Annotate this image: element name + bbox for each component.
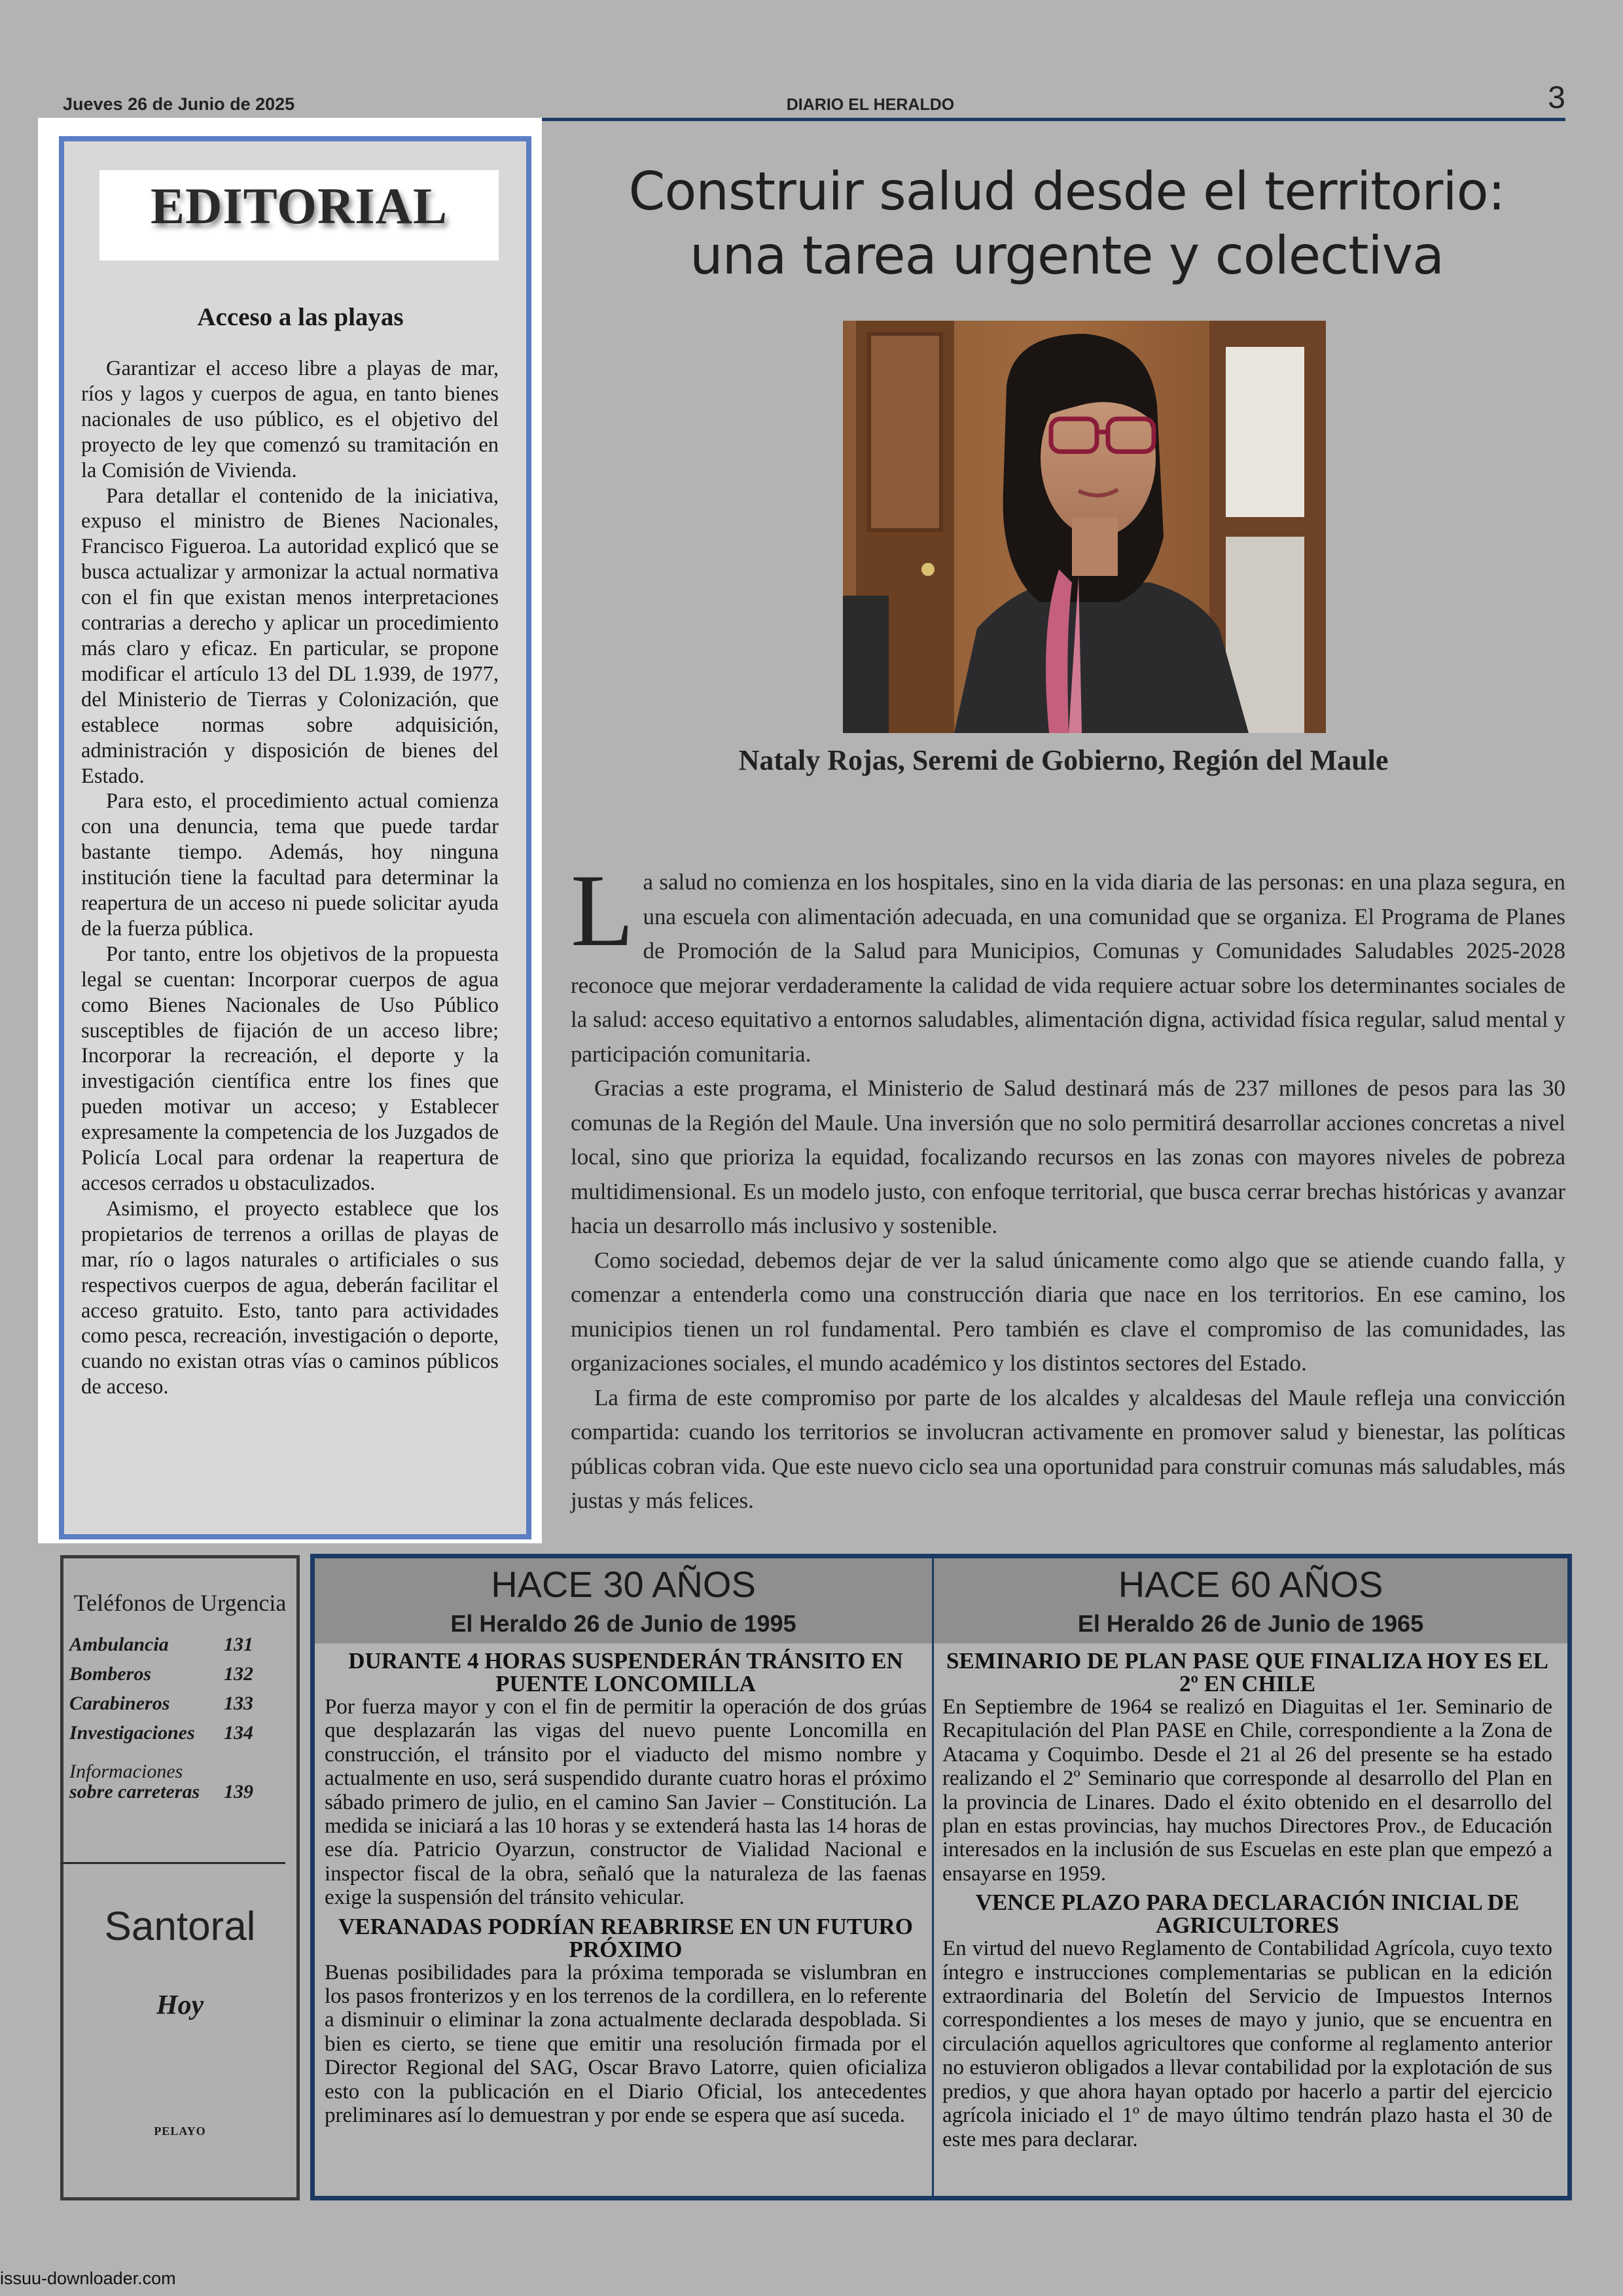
page-number: 3: [1548, 81, 1565, 115]
news-headline: VENCE PLAZO PARA DECLARACIÓN INICIAL DE AGRICULTORES: [975, 1890, 1520, 1939]
emergency-label: Bomberos: [69, 1663, 152, 1685]
emergency-number: 134: [224, 1722, 253, 1744]
editorial-paragraph: Para esto, el procedimiento actual comienza con una denuncia, tema que puede tardar bastante tiempo. Además, hoy ninguna institución tiene la facultad para determinar la reapertura de un acceso ni puede solicitar ayuda de la fuerza pública.: [81, 789, 499, 941]
article-paragraph: Como sociedad, debemos dejar de ver la salud únicamente como algo que se atiende cuando falla, y comenzar a entenderla como una construcción diaria que nace en los territorios. En ese camino, los municipios tienen un rol fundamental. Pero también es clave el compromiso de las comunidades, las organizaciones sociales, el mundo académico y los distintos sectores del Estado.: [571, 1247, 1565, 1376]
emergency-label: Carabineros: [69, 1693, 170, 1714]
newspaper-name: DIARIO EL HERALDO: [786, 96, 955, 114]
portrait-illustration: [843, 321, 1326, 733]
divider: [60, 1862, 285, 1864]
news-headline: SEMINARIO DE PLAN PASE QUE FINALIZA HOY ES EL 2º EN CHILE: [946, 1648, 1548, 1696]
portrait-photo: [843, 321, 1326, 733]
hace-60-column: [942, 1644, 1552, 2151]
news-headline: DURANTE 4 HORAS SUSPENDERÁN TRÁNSITO EN PUENTE LONCOMILLA: [348, 1648, 903, 1696]
santoral-title: Santoral: [104, 1904, 256, 1949]
column-divider: [932, 1558, 934, 2197]
emergency-row: [69, 1663, 266, 1685]
emergency-title: Teléfonos de Urgencia: [73, 1590, 287, 1616]
hace-30-subtitle: El Heraldo 26 de Junio de 1995: [450, 1610, 796, 1637]
news-headline: VERANADAS PODRÍAN REABRIRSE EN UN FUTURO PRÓXIMO: [338, 1913, 913, 1962]
emergency-label: Investigaciones: [69, 1722, 195, 1744]
editorial-headline: Acceso a las playas: [197, 303, 404, 331]
santoral-saint: PELAYO: [154, 2125, 206, 2138]
article-title-line: Construir salud desde el territorio:: [628, 161, 1505, 222]
emergency-label: sobre carreteras: [69, 1781, 200, 1803]
hace-60-title: HACE 60 AÑOS: [1118, 1564, 1383, 1605]
editorial-label: EDITORIAL: [150, 177, 448, 234]
article-title: [576, 160, 1558, 288]
emergency-row: [69, 1781, 266, 1803]
news-body: En Septiembre de 1964 se realizó en Diaguitas el 1er. Seminario de Recapitulación del Plan PASE en Chile, correspondiente a la Zona de Atacama y Coquimbo. Desde el 21 al 26 del presente se ha estado realizando el 2º Seminario que corresponde al desarrollo del Plan en la provincia de Linares. Dado el éxito obtenido en el desarrollo del plan en estas provincias, hay muchos Directores Prov., de Educación interesados en la inclusión de sus Escuelas en este plan que empezó a ensayarse en 1959.: [942, 1695, 1552, 1886]
news-body: Buenas posibilidades para la próxima temporada se vislumbran en los pasos fronterizos y en los terrenos de la cordillera, en lo referente a disminuir o eliminar la zona actualmente declarada despoblada. Si bien es cierto, se tiene que emitir una resolución firmada por el Director Regional del SAG, Oscar Bravo Latorre, quien oficializa esto con la publicación en el Diario Oficial, los antecedentes preliminares así lo demuestran y por ende se espera que así suceda.: [325, 1960, 927, 2128]
article-paragraph-text: a salud no comienza en los hospitales, sino en la vida diaria de las personas: en una plaza segura, en una escuela con alimentación adecuada, en una comunidad que se organiza. El Programa de Planes de Promoción de la Salud para Municipios, Comunas y Comunidades Saludables 2025-2028 reconoce que mejorar verdaderamente la calidad de vida requiere actuar sobre los determinantes sociales de la salud: acceso equitativo a entornos saludables, alimentación digna, actividad física regular, salud mental y participación comunitaria.: [571, 869, 1565, 1067]
emergency-row: [69, 1693, 266, 1715]
article-title-line: una tarea urgente y colectiva: [689, 225, 1444, 286]
photo-caption: Nataly Rojas, Seremi de Gobierno, Región del Maule: [738, 744, 1389, 776]
watermark-text: issuu-downloader.com: [0, 2269, 176, 2288]
hace-30-column: [325, 1644, 927, 2128]
news-body: En virtud del nuevo Reglamento de Contabilidad Agrícola, cuyo texto íntegro e instrucciones complementarias se publican en la edición extraordinaria del Boletín del Servicio de Impuestos Internos correspondientes a los meses de mayo y junio, que se encuentra en circulación aquellos agricultores que conforme al reglamento anterior no estuvieron obligados a llevar contabilidad por la explotación de sus predios, y que ahora hayan optado por hacerlo a partir del ejercicio agrícola iniciado el 1º de mayo último tendrán plazo hasta el 30 de este mes para declarar.: [942, 1937, 1552, 2151]
news-body: Por fuerza mayor y con el fin de permitir la operación de dos grúas que desplazarán las vigas del nuevo puente Loncomilla en construcción, el tránsito por el viaducto del mismo nombre y actualmente en uso, será suspendido durante cuatro horas el próximo sábado primero de julio, en el camino San Javier – Constitución. La medida se iniciará a las 10 horas y se extenderá hasta las 14 horas de ese día. Patricio Oyarzun, constructor de Vialidad Nacional e inspector fiscal de la obra, señaló que la naturaleza de las faenas exige la suspensión del tránsito vehicular.: [325, 1695, 927, 1910]
editorial-body: [81, 356, 499, 1400]
emergency-number: 139: [224, 1781, 253, 1803]
editorial-paragraph: Garantizar el acceso libre a playas de mar, ríos y lagos y cuerpos de agua, en tanto bienes nacionales de uso público, es el objetivo del proyecto de ley que comenzó su tramitación en la Comisión de Vivienda.: [81, 357, 499, 482]
hace-30-title: HACE 30 AÑOS: [491, 1564, 756, 1605]
article-body: [571, 853, 1565, 1518]
emergency-number: 132: [224, 1663, 253, 1685]
emergency-number: 133: [224, 1693, 253, 1714]
emergency-row: [69, 1634, 266, 1656]
emergency-label: Ambulancia: [69, 1634, 169, 1655]
drop-cap: L: [571, 853, 634, 968]
santoral-today: Hoy: [156, 1990, 204, 2020]
issue-date: Jueves 26 de Junio de 2025: [63, 94, 295, 114]
editorial-paragraph: Por tanto, entre los objetivos de la propuesta legal se cuentan: Incorporar cuerpos de agua como Bienes Nacionales de Uso Público susceptibles de fijación de un acceso libre; Incorporar la recreación, el deporte y la investigación científica entre los fines que pueden motivar un acceso; y Establecer expresamente la competencia de los Juzgados de Policía Local para ordenar la reapertura de accesos cerrados u obstaculizados.: [81, 942, 499, 1195]
editorial-paragraph: Asimismo, el proyecto establece que los propietarios de terrenos a orillas de playas de mar, río o lagos naturales o artificiales o sus respectivos cuerpos de agua, deberán facilitar el acceso gratuito. Esto, tanto para actividades como pesca, recreación, investigación o deporte, cuando no existan otras vías o caminos públicos de acceso.: [81, 1196, 499, 1399]
emergency-row: [69, 1722, 266, 1744]
article-paragraph: [571, 853, 1565, 1071]
emergency-number: 131: [224, 1634, 253, 1655]
article-paragraph: La firma de este compromiso por parte de los alcaldes y alcaldesas del Maule refleja una convicción compartida: cuando los territorios se involucran activamente en promover salud y bienestar, las políticas públicas cobran vida. Que este nuevo ciclo sea una oportunidad para construir comunas más saludables, más justas y más felices.: [571, 1384, 1565, 1513]
article-paragraph: Gracias a este programa, el Ministerio de Salud destinará más de 237 millones de pesos para las 30 comunas de la Región del Maule. Una inversión que no solo permitirá desarrollar acciones concretas a nivel local, sino que prioriza la equidad, focalizando recursos en las zonas con mayores niveles de pobreza multidimensional. Es un modelo justo, con enfoque territorial, que busca cerrar brechas históricas y avanzar hacia un desarrollo más inclusivo y sostenible.: [571, 1075, 1565, 1238]
editorial-paragraph: Para detallar el contenido de la iniciativa, expuso el ministro de Bienes Nacionales, Francisco Figueroa. La autoridad explicó que se busca actualizar y armonizar la actual normativa con el fin que existan menos interpretaciones contrarias a derecho y aplicar un procedimiento más claro y eficaz. En particular, se propone modificar el artículo 13 del DL 1.939, de 1977, del Ministerio de Tierras y Colonización, que establece normas sobre adquisición, administración y disposición de bienes del Estado.: [81, 484, 499, 788]
hace-60-subtitle: El Heraldo 26 de Junio de 1965: [1077, 1610, 1424, 1637]
emergency-info-label: Informaciones: [69, 1761, 183, 1782]
